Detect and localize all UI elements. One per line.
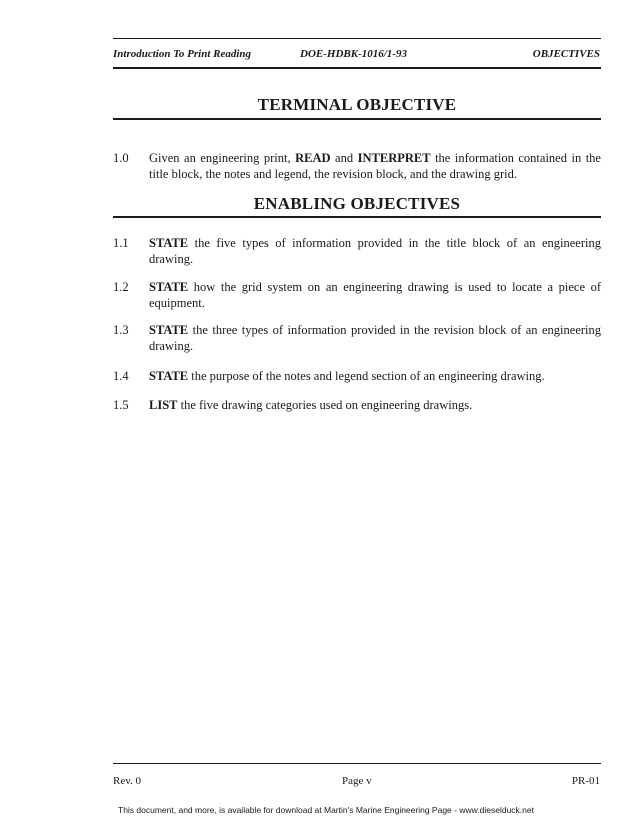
- objective-keyword: STATE: [149, 280, 189, 294]
- enabling-objectives-heading: ENABLING OBJECTIVES: [253, 194, 461, 213]
- objective-number: 1.0: [113, 151, 129, 165]
- header-document-title: Introduction To Print Reading: [113, 48, 252, 60]
- objective-keyword: STATE: [149, 323, 189, 337]
- objective-number: 1.1: [113, 236, 129, 250]
- objective-text: STATE the three types of information provided in the revision block of an engineering drawing.: [149, 323, 601, 353]
- terminal-objective-heading: TERMINAL OBJECTIVE: [257, 95, 457, 114]
- objective-number: 1.2: [113, 280, 129, 294]
- footer-revision: Rev. 0: [113, 775, 142, 787]
- objective-keyword: READ: [295, 151, 331, 165]
- footer-page-number: Page v: [342, 775, 372, 787]
- download-note: This document, and more, is available for download at Martin's Marine Engineering Page - www.dieselduck.net: [118, 805, 534, 815]
- objective-text: STATE how the grid system on an engineering drawing is used to locate a piece of equipment.: [149, 280, 601, 310]
- objective-keyword: LIST: [149, 398, 178, 412]
- objective-number: 1.4: [113, 369, 129, 383]
- enabling-objective: [113, 322, 601, 356]
- enabling-objective: [113, 368, 601, 386]
- footer-rule: [113, 763, 601, 764]
- enabling-objective: [113, 279, 601, 313]
- objective-keyword: STATE: [149, 236, 189, 250]
- objective-number: 1.5: [113, 398, 129, 412]
- objective-text: STATE the purpose of the notes and legend section of an engineering drawing.: [149, 369, 545, 383]
- header-document-number: DOE-HDBK-1016/1-93: [300, 48, 407, 60]
- enabling-objective: [113, 397, 601, 415]
- header-bottom-rule: [113, 67, 601, 69]
- header-section-name: OBJECTIVES: [532, 48, 600, 60]
- objective-text: LIST the five drawing categories used on engineering drawings.: [149, 398, 473, 412]
- terminal-heading-rule: [113, 118, 601, 120]
- objective-text: Given an engineering print, READ and INTERPRET the information contained in the title block, the notes and legend, the revision block, and the drawing grid.: [149, 151, 601, 181]
- enabling-heading-rule: [113, 216, 601, 218]
- footer-document-code: PR-01: [571, 775, 600, 787]
- objective-number: 1.3: [113, 323, 129, 337]
- header-top-rule: [113, 38, 601, 39]
- objective-text: STATE the five types of information provided in the title block of an engineering drawing.: [149, 236, 601, 266]
- objective-keyword: INTERPRET: [357, 151, 431, 165]
- enabling-objective: [113, 235, 601, 269]
- terminal-objective: [113, 150, 601, 184]
- objective-keyword: STATE: [149, 369, 189, 383]
